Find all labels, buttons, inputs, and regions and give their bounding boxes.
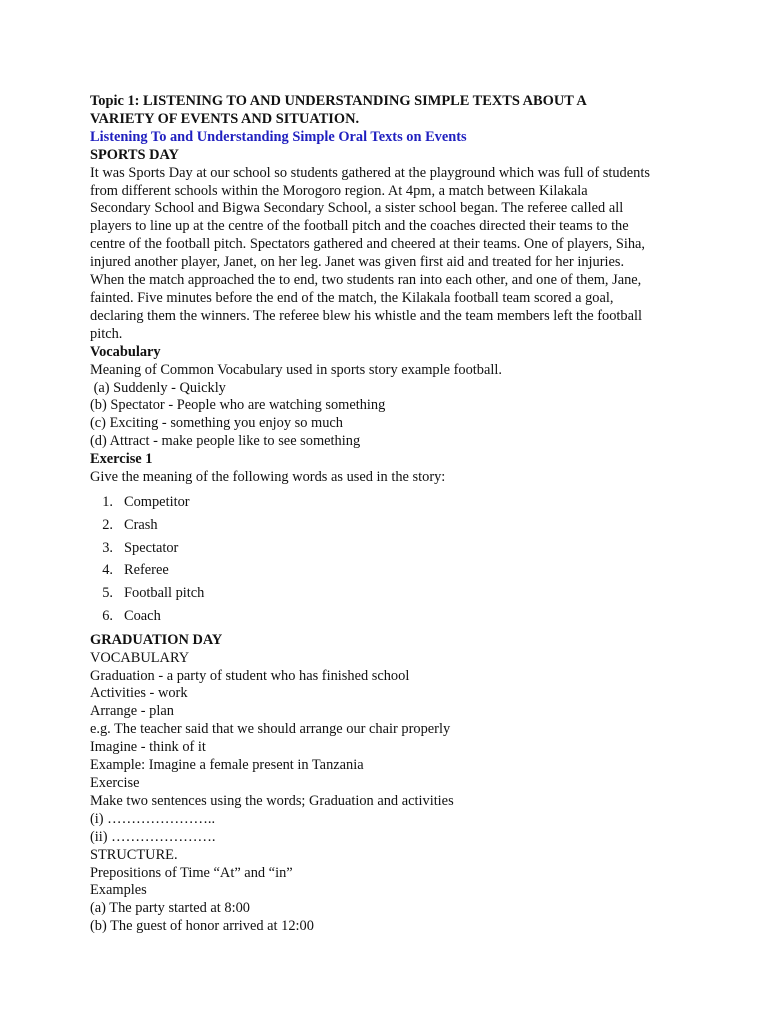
graduation-line: Example: Imagine a female present in Tanzania [90,757,364,774]
graduation-day-heading: GRADUATION DAY [90,631,223,648]
vocabulary-intro: Meaning of Common Vocabulary used in sports story example football. [90,361,502,378]
paragraph-line: When the match approached the to end, two students ran into each other, and one of them, Jane, [90,272,642,289]
paragraph-line: injured another player, Janet, on her leg. Janet was given first aid and treated for her injuries. [90,254,625,271]
exercise-word-list [90,491,690,628]
graduation-line: Prepositions of Time “At” and “in” [90,864,293,881]
list-number: 2. [102,516,113,533]
list-item [90,514,690,537]
paragraph-line: from different schools within the Morogoro region. At 4pm, a match between Kilakala [90,182,588,199]
list-number: 6. [102,607,113,624]
vocabulary-item: (c) Exciting - something you enjoy so much [90,415,343,432]
graduation-line: (a) The party started at 8:00 [90,900,250,917]
paragraph-line: declaring them the winners. The referee blew his whistle and the team members left the football [90,307,642,324]
paragraph-line: pitch. [90,325,123,342]
graduation-line: Exercise [90,774,140,791]
vocabulary-heading: Vocabulary [90,343,161,360]
paragraph-line: centre of the football pitch. Spectators gathered and cheered at their teams. One of players, Siha, [90,236,646,253]
list-number: 3. [102,539,113,556]
graduation-line: STRUCTURE. [90,846,178,863]
graduation-line: Examples [90,882,147,899]
graduation-line: (b) The guest of honor arrived at 12:00 [90,918,314,935]
vocabulary-item: (a) Suddenly - Quickly [90,379,226,396]
graduation-line: Graduation - a party of student who has finished school [90,667,410,684]
vocabulary-item: (d) Attract - make people like to see something [90,433,361,450]
list-word: Referee [124,562,169,579]
list-word: Crash [124,516,158,533]
list-word: Spectator [124,539,179,556]
list-item [90,491,690,514]
list-item [90,559,690,582]
list-number: 4. [102,562,113,579]
list-item [90,537,690,560]
document-content [90,93,690,936]
topic-title-line-2: VARIETY OF EVENTS AND SITUATION. [90,110,360,127]
list-item [90,582,690,605]
list-word: Football pitch [124,585,205,602]
graduation-line: (ii) …………………. [90,828,216,845]
graduation-line: Make two sentences using the words; Graduation and activities [90,792,454,809]
list-number: 1. [102,493,113,510]
paragraph-line: Secondary School and Bigwa Secondary School, a sister school began. The referee called all [90,200,624,217]
graduation-line: VOCABULARY [90,649,190,666]
vocabulary-item: (b) Spectator - People who are watching something [90,397,386,414]
list-word: Coach [124,607,161,624]
list-number: 5. [102,585,113,602]
paragraph-line: players to line up at the centre of the football pitch and the coaches directed their teams to the [90,218,629,235]
paragraph-line: fainted. Five minutes before the end of the match, the Kilakala football team scored a goal, [90,289,614,306]
exercise-heading: Exercise 1 [90,451,153,468]
graduation-line: e.g. The teacher said that we should arrange our chair properly [90,721,451,738]
exercise-intro: Give the meaning of the following words as used in the story: [90,469,446,486]
topic-subtitle: Listening To and Understanding Simple Oral Texts on Events [90,128,467,145]
sports-day-heading: SPORTS DAY [90,146,179,163]
sports-day-paragraph [90,165,690,344]
list-word: Competitor [124,493,190,510]
list-item [90,605,690,628]
graduation-line: Arrange - plan [90,703,174,720]
graduation-line: Activities - work [90,685,188,702]
paragraph-line: It was Sports Day at our school so students gathered at the playground which was full of students [90,164,650,181]
graduation-line: Imagine - think of it [90,739,206,756]
graduation-line: (i) ………………….. [90,810,216,827]
topic-title-line-1: Topic 1: LISTENING TO AND UNDERSTANDING SIMPLE TEXTS ABOUT A [90,93,587,109]
